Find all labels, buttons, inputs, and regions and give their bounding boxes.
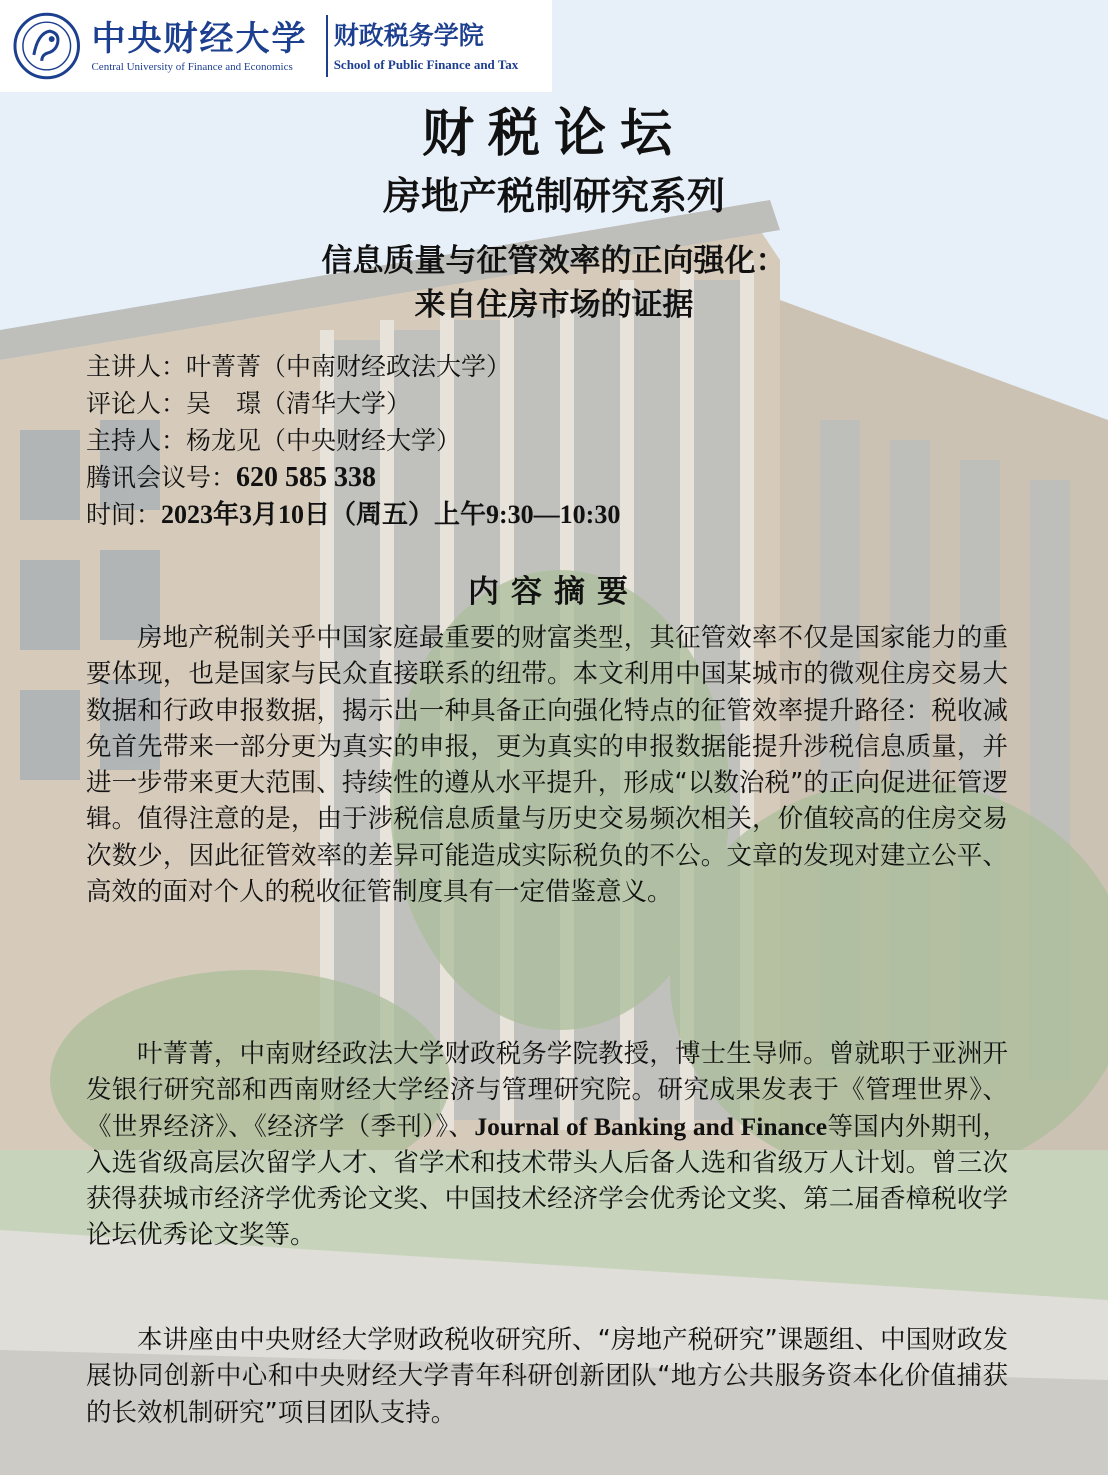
time-label: 时间： <box>86 500 162 529</box>
support-paragraph: 本讲座由中央财经大学财政税收研究所、“房地产税研究”课题组、中国财政发展协同创新中心和中央财经大学青年科研创新团队“地方公共服务资本化价值捕获的长效机制研究”项目团队支持。 <box>86 1325 1008 1428</box>
series-title: 房地产税制研究系列 <box>382 173 725 218</box>
host-value: 杨龙见（中央财经大学） <box>186 426 462 455</box>
topic-title-line2: 来自住房市场的证据 <box>414 287 694 323</box>
bio-text-part2: 等国内外期刊，入选省级高层次留学人才、省学术和技术带头人后备人选和省级万人计划。曾三次获得获城市经济学优秀论文奖、中国技术经济学会优秀论文奖、第二届香樟税收学论坛优秀论文奖等。 <box>86 1111 1008 1251</box>
time-value: 2023年3月10日（周五）上午9:30—10:30 <box>161 500 621 529</box>
speaker-line <box>86 348 986 385</box>
abstract-paragraph: 房地产税制关乎中国家庭最重要的财富类型，其征管效率不仅是国家能力的重要体现，也是国家与民众直接联系的纽带。本文利用中国某城市的微观住房交易大数据和行政申报数据，揭示出一种具备正向强化特点的征管效率提升路径：税收减免首先带来一部分更为真实的申报，更为真实的申报数据能提升涉税信息质量，并进一步带来更大范围、持续性的遵从水平提升，形成“以数治税”的正向促进征管逻辑。值得注意的是，由于涉税信息质量与历史交易频次相关，价值较高的住房交易次数少，因此征管效率的差异可能造成实际税负的不公。文章的发现对建立公平、高效的面对个人的税收征管制度具有一定借鉴意义。 <box>86 623 1008 908</box>
bio-text-part1: 叶菁菁，中南财经政法大学财政税务学院教授，博士生导师。曾就职于亚洲开发银行研究部和西南财经大学经济与管理研究院。研究成果发表于《管理世界》、《世界经济》、《经济学（季刊）》、 <box>86 1039 1008 1142</box>
school-name <box>334 19 552 73</box>
speaker-bio-paragraph <box>86 1036 1008 1254</box>
time-line <box>86 496 986 533</box>
forum-title: 财税论坛 <box>421 103 686 164</box>
header-logo-strip <box>0 0 552 92</box>
commentator-value: 吴 璟（清华大学） <box>186 389 412 418</box>
speaker-label: 主讲人： <box>86 352 187 381</box>
speaker-value: 叶菁菁（中南财经政法大学） <box>186 352 512 381</box>
meeting-line <box>86 459 986 496</box>
commentator-line <box>86 385 986 422</box>
abstract-heading: 内容摘要 <box>468 574 640 610</box>
event-info <box>86 348 986 533</box>
school-name-cn: 财政税务学院 <box>333 21 484 50</box>
university-name-cn: 中央财经大学 <box>91 19 308 59</box>
host-label: 主持人： <box>86 426 187 455</box>
logo-divider <box>326 15 328 77</box>
university-name-en: Central University of Finance and Economics <box>91 61 293 73</box>
commentator-label: 评论人： <box>86 389 187 418</box>
school-name-en: School of Public Finance and Tax <box>333 57 519 72</box>
meeting-id: 620 585 338 <box>236 462 377 493</box>
university-seal-icon <box>12 11 81 81</box>
topic-title-line1: 信息质量与征管效率的正向强化： <box>321 243 787 279</box>
bio-journal-name: Journal of Banking and Finance <box>474 1111 828 1141</box>
university-name <box>91 19 317 73</box>
meeting-label: 腾讯会议号： <box>86 463 237 492</box>
host-line <box>86 422 986 459</box>
